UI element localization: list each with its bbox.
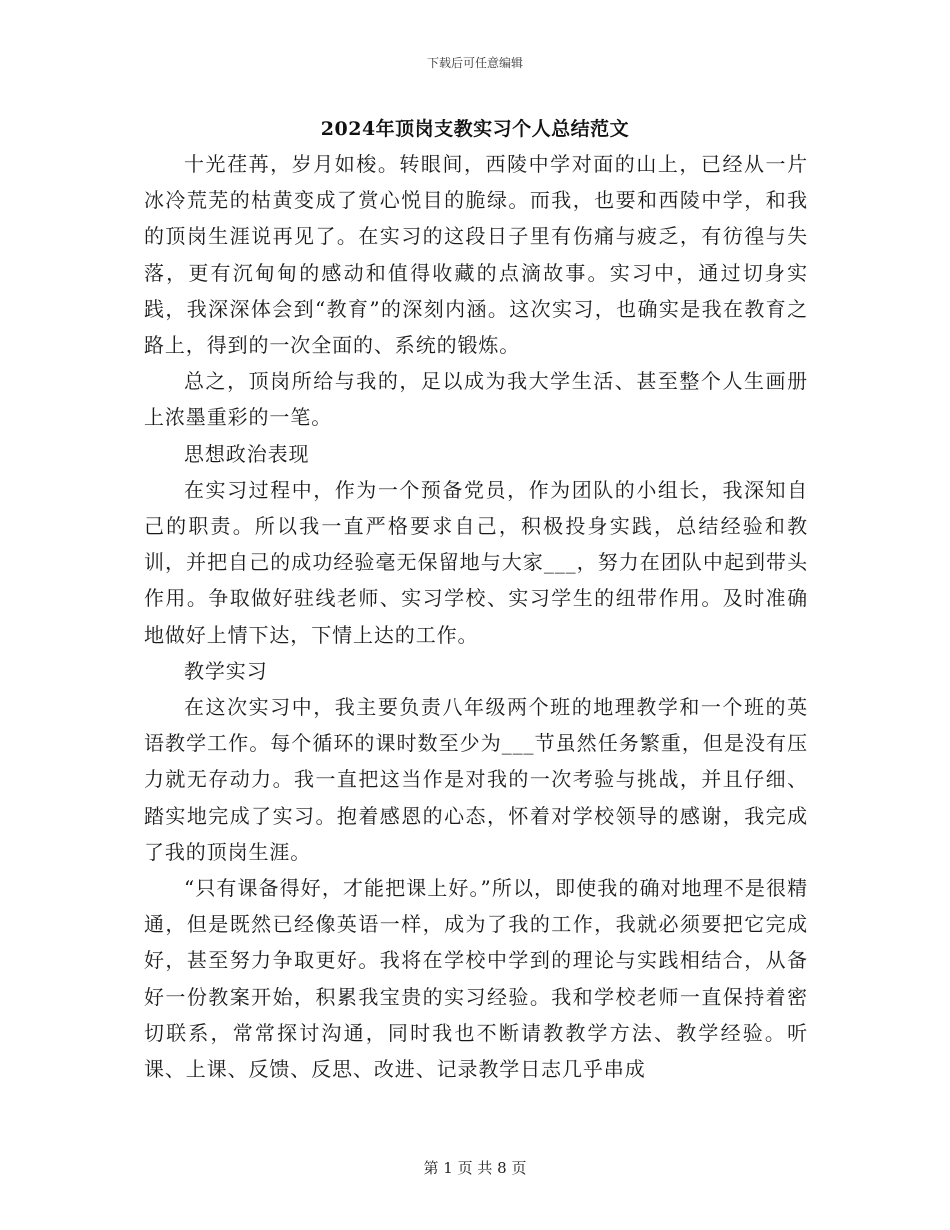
paragraph-political: 在实习过程中，作为一个预备党员，作为团队的小组长，我深知自己的职责。所以我一直严格要求自己，积极投身实践，总结经验和教训，并把自己的成功经验毫无保留地与大家___，努力在团队中起到带头作用。争取做好驻线老师、实习学校、实习学生的纽带作用。及时准确地做好上情下达，下情上达的工作。 (144, 477, 808, 647)
header-note: 下载后可任意编辑 (426, 56, 523, 70)
paragraph-summary: 总之，顶岗所给与我的，足以成为我大学生活、甚至整个人生画册上浓墨重彩的一笔。 (144, 369, 808, 430)
paragraph-teaching: 在这次实习中，我主要负责八年级两个班的地理教学和一个班的英语教学工作。每个循环的课时数至少为___节虽然任务繁重，但是没有压力就无存动力。我一直把这当作是对我的一次考验与挑战，并且仔细、踏实地完成了实习。抱着感恩的心态，怀着对学校领导的感谢，我完成了我的顶岗生涯。 (144, 695, 808, 864)
paragraph-lesson-prep: “只有课备得好，才能把课上好。”所以，即使我的确对地理不是很精通，但是既然已经像英语一样，成为了我的工作，我就必须要把它完成好，甚至努力争取更好。我将在学校中学到的理论与实践相结合，从备好一份教案开始，积累我宝贵的实习经验。我和学校老师一直保持着密切联系，常常探讨沟通，同时我也不断请教教学方法、教学经验。听课、上课、反馈、反思、改进、记录教学日志几乎串成 (144, 876, 808, 1082)
section-heading-political: 思想政治表现 (184, 441, 310, 466)
page-number-footer: 第 1 页 共 8 页 (423, 1159, 527, 1177)
document-body (144, 146, 808, 1087)
section-heading-teaching: 教学实习 (184, 658, 268, 683)
document-title: 2024年顶岗支教实习个人总结范文 (320, 118, 630, 140)
paragraph-intro: 十光荏苒，岁月如梭。转眼间，西陵中学对面的山上，已经从一片冰冷荒芜的枯黄变成了赏心悦目的脆绿。而我，也要和西陵中学，和我的顶岗生涯说再见了。在实习的这段日子里有伤痛与疲乏，有彷徨与失落，更有沉甸甸的感动和值得收藏的点滴故事。实习中，通过切身实践，我深深体会到“教育”的深刻内涵。这次实习，也确实是我在教育之路上，得到的一次全面的、系统的锻炼。 (144, 152, 808, 358)
